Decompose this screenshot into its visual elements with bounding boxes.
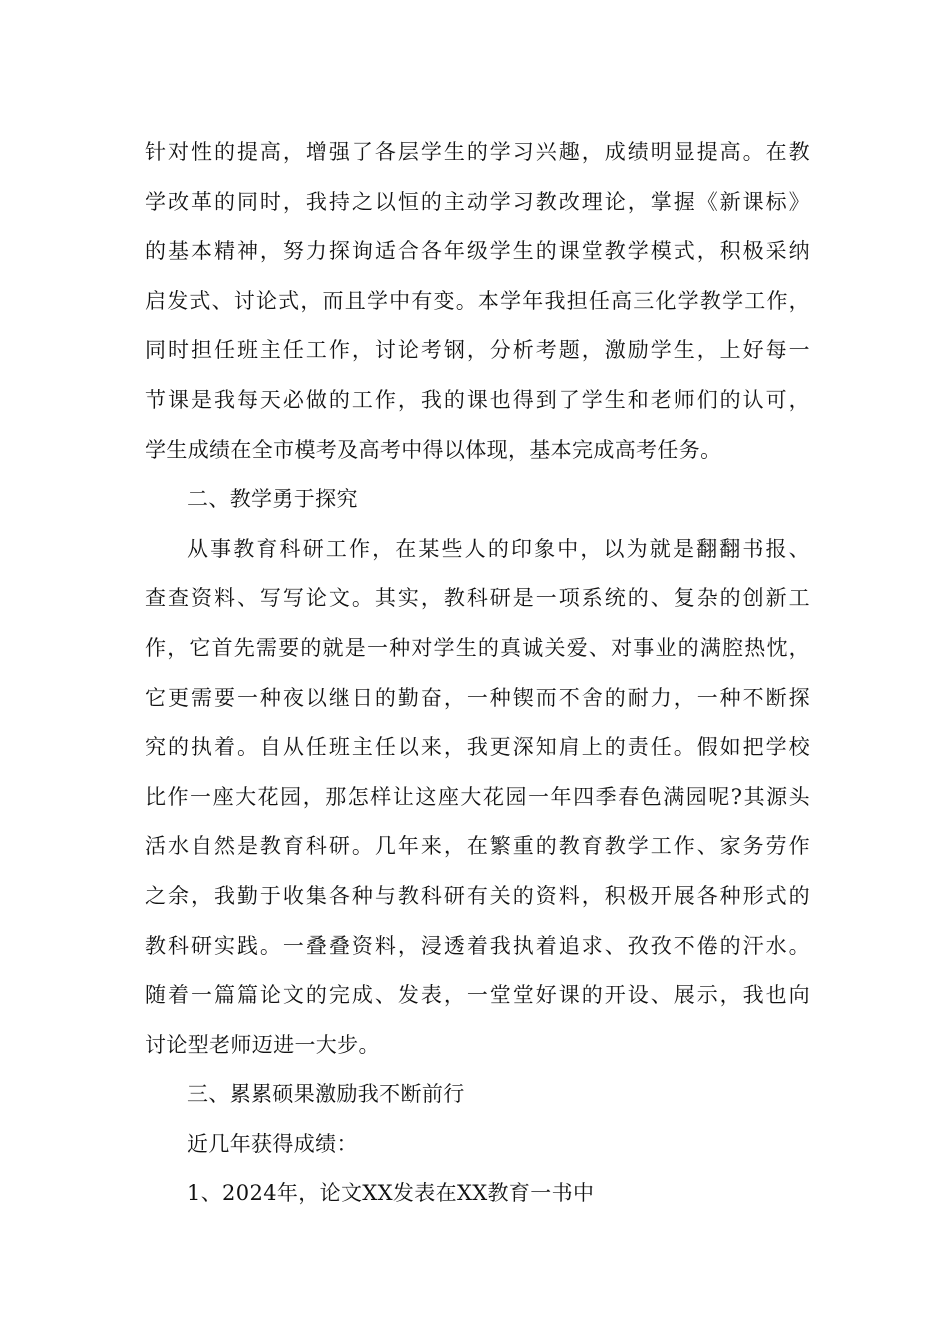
paragraph-research xyxy=(145,525,810,1071)
text-line: 针对性的提高，增强了各层学生的学习兴趣，成绩明显提高。在教 xyxy=(145,140,810,164)
text-line: 节课是我每天必做的工作，我的课也得到了学生和老师们的认可， xyxy=(145,387,810,412)
section-heading-2: 二、教学勇于探究 xyxy=(187,487,358,512)
text-line: 启发式、讨论式，而且学中有变。本学年我担任高三化学教学工作， xyxy=(145,288,810,313)
text-line: 究的执着。自从任班主任以来，我更深知肩上的责任。假如把学校 xyxy=(145,735,810,760)
text-line: 比作一座大花园，那怎样让这座大花园一年四季春色满园呢?其源头 xyxy=(145,784,810,809)
document-page xyxy=(145,128,810,1219)
achievements-intro: 近几年获得成绩： xyxy=(187,1131,358,1156)
text-line: 同时担任班主任工作，讨论考钢，分析考题，激励学生，上好每一 xyxy=(145,338,810,363)
text-line: 活水自然是教育科研。几年来，在繁重的教育教学工作、家务劳作 xyxy=(145,834,810,859)
achievement-item-1: 1、2024年，论文XX发表在XX教育一书中 xyxy=(187,1181,595,1206)
text-line: 查查资料、写写论文。其实，教科研是一项系统的、复杂的创新工 xyxy=(145,586,810,611)
text-line: 学改革的同时，我持之以恒的主动学习教改理论，掌握《新课标》 xyxy=(145,189,810,214)
paragraph-teaching-reform xyxy=(145,128,810,475)
text-line: 讨论型老师迈进一大步。 xyxy=(145,1032,380,1057)
text-line: 教科研实践。一叠叠资料，浸透着我执着追求、孜孜不倦的汗水。 xyxy=(145,933,810,958)
section-heading-3: 三、累累硕果激励我不断前行 xyxy=(187,1082,465,1107)
text-line: 它更需要一种夜以继日的勤奋，一种锲而不舍的耐力，一种不断探 xyxy=(145,685,810,710)
text-line: 作，它首先需要的就是一种对学生的真诚关爱、对事业的满腔热忱， xyxy=(145,635,810,660)
text-line: 学生成绩在全市模考及高考中得以体现，基本完成高考任务。 xyxy=(145,437,722,462)
text-line: 之余，我勤于收集各种与教科研有关的资料，积极开展各种形式的 xyxy=(145,883,810,908)
text-line: 从事教育科研工作，在某些人的印象中，以为就是翻翻书报、 xyxy=(187,536,810,561)
text-line: 随着一篇篇论文的完成、发表，一堂堂好课的开设、展示，我也向 xyxy=(145,983,810,1008)
text-line: 的基本精神，努力探询适合各年级学生的课堂教学模式，积极采纳 xyxy=(145,239,810,264)
